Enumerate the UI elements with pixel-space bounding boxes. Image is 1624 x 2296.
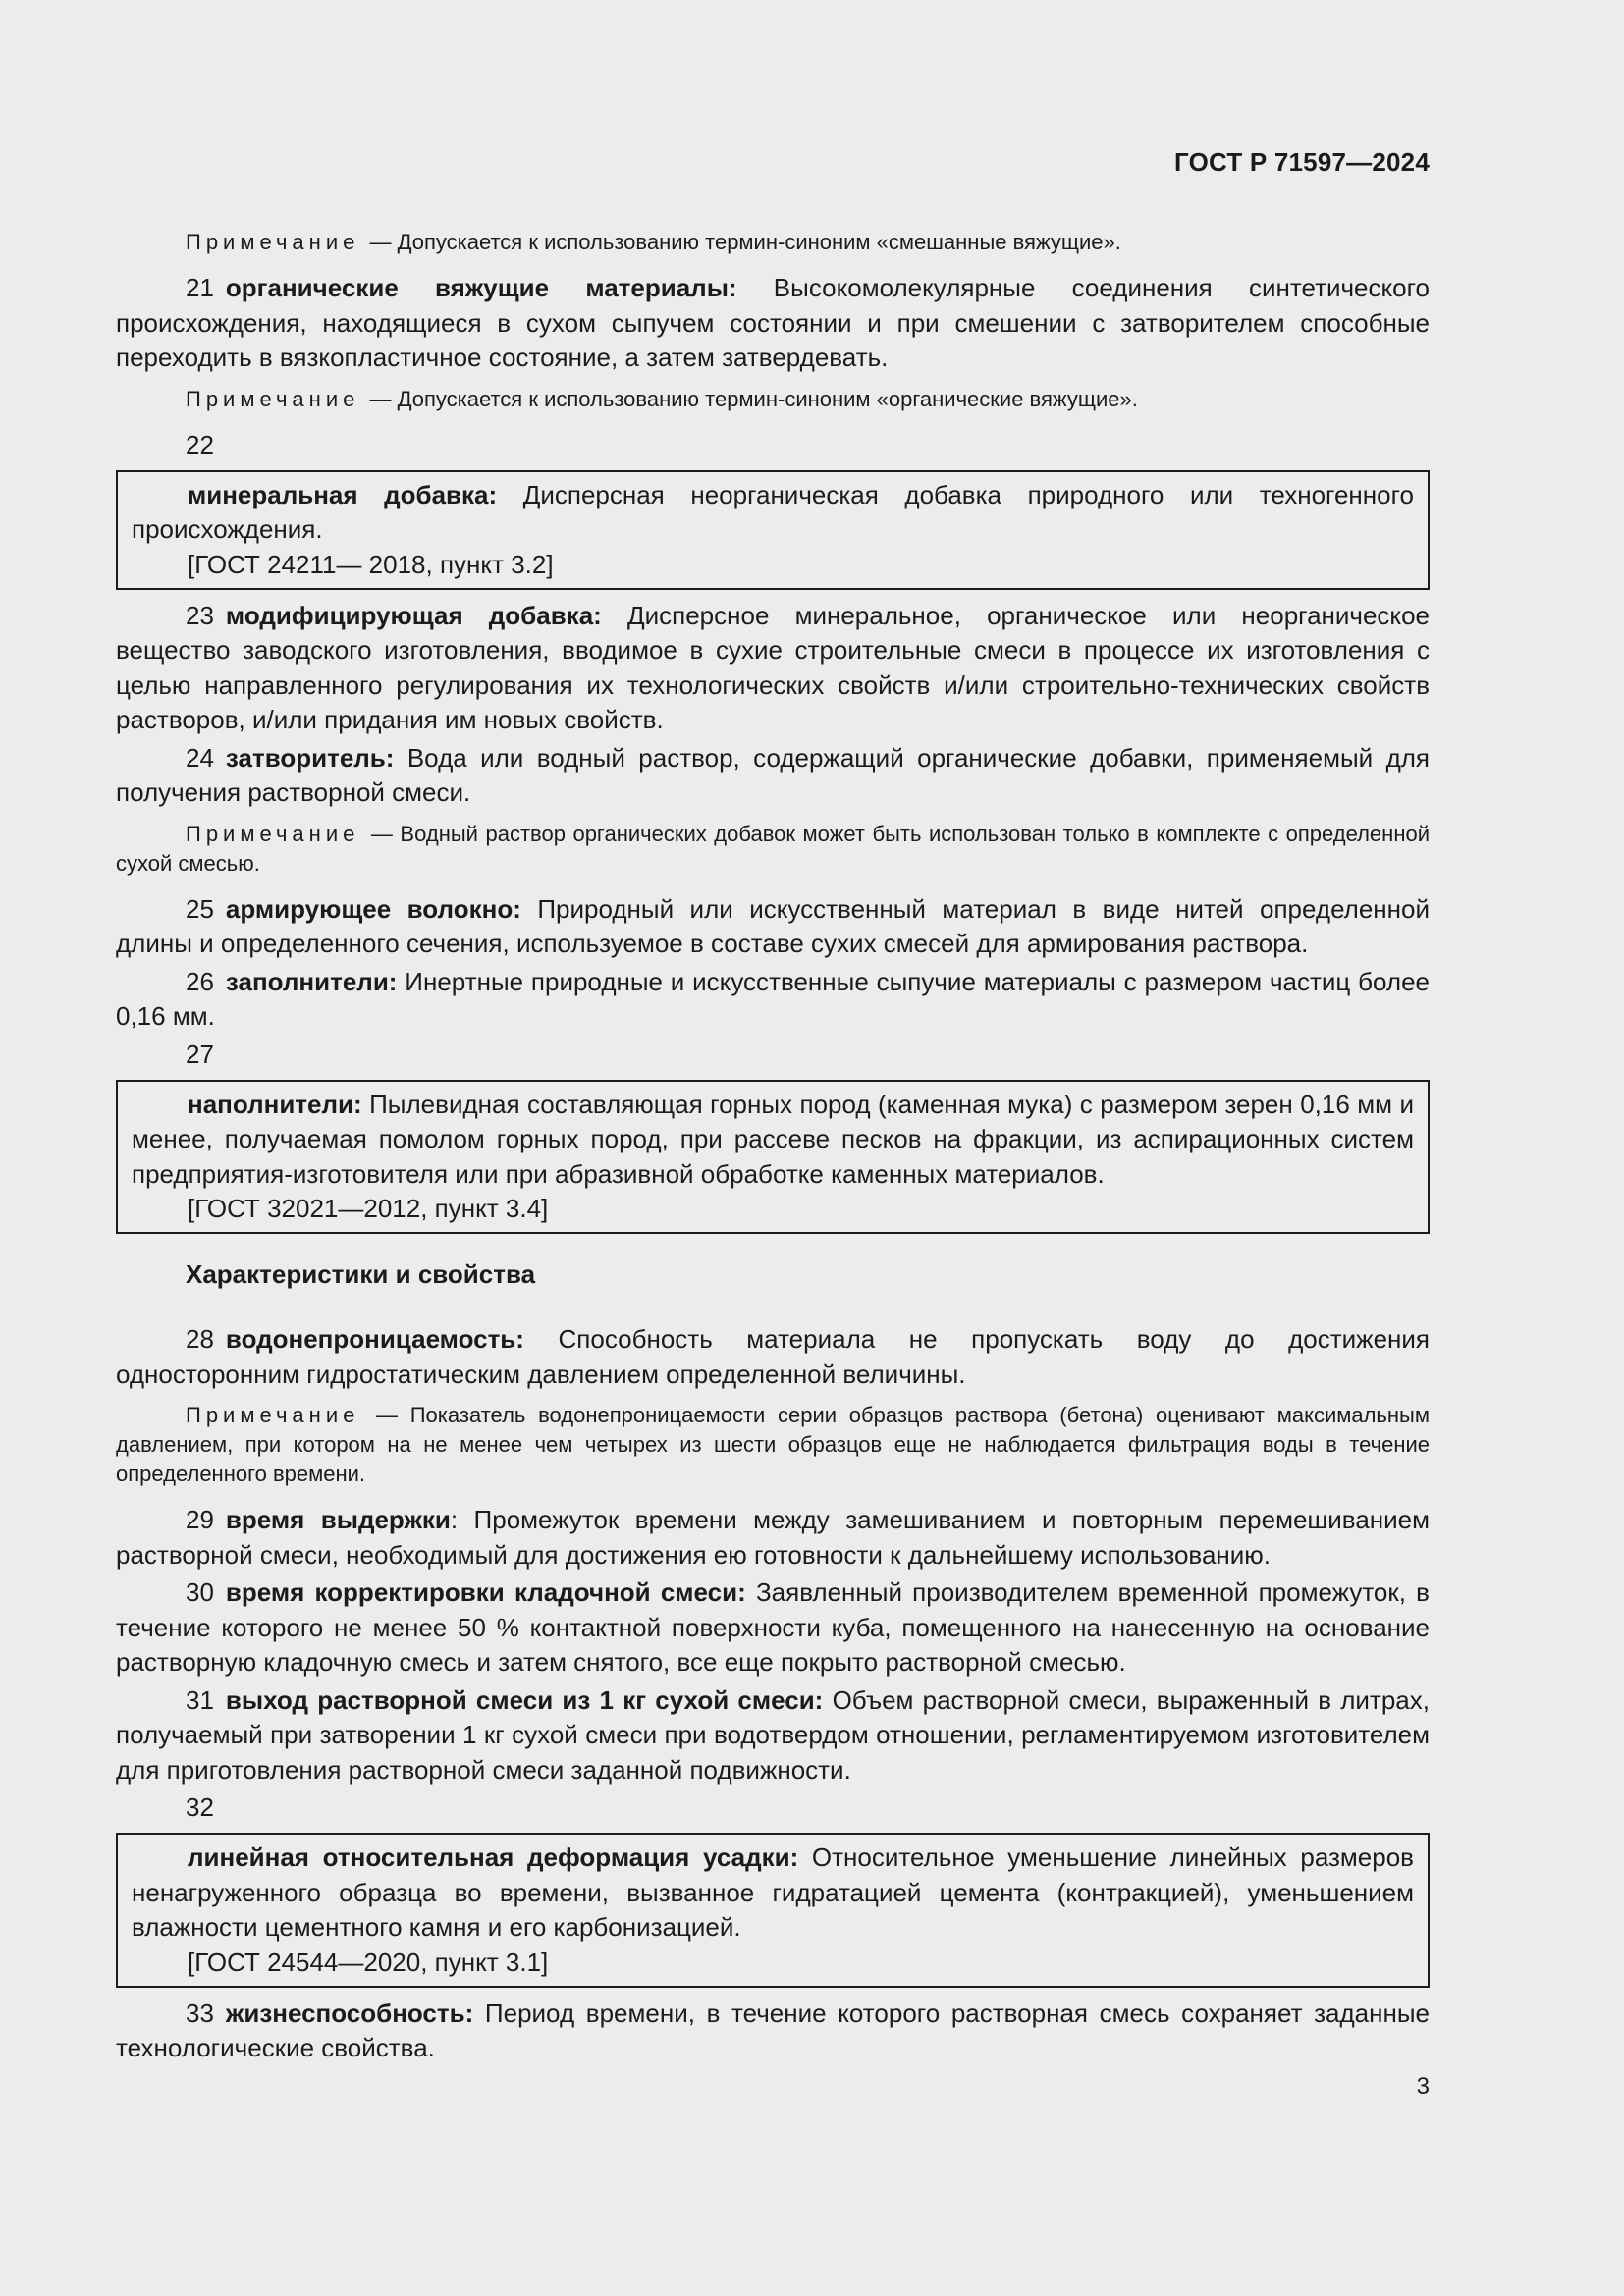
term-definition: Дисперсное минеральное, органическое или неорганическое вещество заводского изготовления, вводимое в сухие строительные смеси в процессе их изготовления с целью направленного регулирования их технологических свойств и/или строительно-технических свойств растворов, и/или придания им новых свойств. bbox=[116, 600, 1431, 734]
term-name: линейная относительная деформация усадки: bbox=[188, 1842, 799, 1872]
term-definition: Объем растворной смеси, выраженный в литрах, получаемый при затворении 1 кг сухой смеси при водотвердом отношении, регламентируемом изготовителем для приготовления растворной смеси заданной подвижности. bbox=[116, 1684, 1430, 1785]
term-definition: Период времени, в течение которого растворная смесь сохраняет заданные технологические свойства. bbox=[116, 1998, 1430, 2062]
term-name: затворитель: bbox=[225, 742, 395, 773]
note bbox=[116, 228, 1430, 257]
term-definition: Высокомолекулярные соединения синтетического происхождения, находящиеся в сухом сыпучем состоянии и при смешении с затворителем способные переходить в вязкопластичное состояние, а затем затвердевать. bbox=[116, 273, 1430, 372]
note-text: — Водный раствор органических добавок может быть использован только в комплекте с определенной сухой смесью. bbox=[116, 821, 1430, 876]
term-number: 29 bbox=[186, 1505, 214, 1534]
term-entry-26 bbox=[116, 965, 1430, 1035]
term-definition: Дисперсная неорганическая добавка природного или техногенного происхождения. bbox=[132, 479, 1414, 544]
term-entry-27 bbox=[132, 1088, 1414, 1193]
page-number: 3 bbox=[1416, 2073, 1430, 2100]
term-number: 30 bbox=[186, 1577, 214, 1607]
term-entry-30 bbox=[116, 1575, 1430, 1681]
note-label: Примечание bbox=[186, 386, 360, 411]
term-name: минеральная добавка: bbox=[188, 479, 498, 509]
note bbox=[116, 820, 1430, 879]
term-definition: Заявленный производителем временной промежуток, в течение которого не менее 50 % контактной поверхности куба, помещенного на нанесенную на основание растворную кладочную смесь и затем снятого, все еще покрыто растворной смесью. bbox=[116, 1577, 1430, 1677]
term-number: 23 bbox=[186, 600, 214, 630]
term-number: 25 bbox=[186, 893, 214, 924]
term-entry-32 bbox=[132, 1841, 1414, 1946]
term-name: водонепроницаемость: bbox=[225, 1324, 524, 1354]
term-definition: Способность материала не пропускать воду до достижения односторонним гидростатическим давлением определенной величины. bbox=[116, 1324, 1430, 1389]
term-entry-23 bbox=[116, 599, 1430, 738]
term-name: выход растворной смеси из 1 кг сухой смеси: bbox=[225, 1684, 824, 1715]
term-definition: Относительное уменьшение линейных размеров ненагруженного образца во времени, вызванное гидратацией цемента (контракцией), уменьшением влажности цементного камня и его карбонизацией. bbox=[132, 1842, 1414, 1942]
document-header: ГОСТ Р 71597—2024 bbox=[1174, 147, 1430, 177]
quoted-term-box-32 bbox=[116, 1833, 1430, 1988]
note bbox=[116, 1401, 1430, 1489]
quoted-term-box-27 bbox=[116, 1080, 1430, 1235]
term-name: модифицирующая добавка: bbox=[225, 600, 602, 630]
term-entry-28 bbox=[116, 1322, 1430, 1392]
note bbox=[116, 385, 1430, 414]
term-name: время корректировки кладочной смеси: bbox=[225, 1577, 746, 1607]
term-name: армирующее волокно: bbox=[225, 893, 521, 924]
section-heading: Характеристики и свойства bbox=[186, 1259, 536, 1289]
term-entry-31 bbox=[116, 1683, 1430, 1789]
term-number: 21 bbox=[186, 273, 214, 302]
term-name: заполнители: bbox=[225, 966, 398, 996]
quoted-term-box-22 bbox=[116, 470, 1430, 590]
source-reference: [ГОСТ 24544—2020, пункт 3.1] bbox=[188, 1947, 549, 1977]
term-name: жизнеспособность: bbox=[225, 1998, 474, 2028]
term-number: 22 bbox=[186, 429, 214, 459]
note-text: — Допускается к использованию термин-синоним «смешанные вяжущие». bbox=[369, 230, 1121, 254]
term-number: 33 bbox=[186, 1998, 214, 2028]
term-number: 24 bbox=[186, 742, 214, 773]
source-reference: [ГОСТ 32021—2012, пункт 3.4] bbox=[188, 1194, 549, 1223]
term-name: время выдержки bbox=[225, 1505, 451, 1534]
note-text: — Допускается к использованию термин-синоним «органические вяжущие». bbox=[369, 386, 1138, 411]
term-number: 31 bbox=[186, 1684, 214, 1715]
document-body bbox=[116, 219, 1430, 2069]
term-entry-22 bbox=[132, 478, 1414, 548]
note-label: Примечание bbox=[186, 230, 360, 254]
term-entry-25 bbox=[116, 892, 1430, 962]
term-definition: Вода или водный раствор, содержащий органические добавки, применяемый для получения растворной смеси. bbox=[116, 742, 1430, 807]
note-text: — Показатель водонепроницаемости серии образцов раствора (бетона) оценивают максимальным давлением, при котором на не менее чем четырех из шести образцов еще не наблюдается фильтрация воды в течение определенного времени. bbox=[116, 1403, 1430, 1486]
term-definition: Пылевидная составляющая горных пород (каменная мука) с размером зерен 0,16 мм и менее, получаемая помолом горных пород, при рассеве песков на фракции, из аспирационных систем предприятия-изготовителя или при абразивной обработке каменных материалов. bbox=[132, 1089, 1414, 1189]
term-number: 32 bbox=[186, 1792, 214, 1822]
note-label: Примечание bbox=[186, 1403, 360, 1427]
term-definition: Природный или искусственный материал в виде нитей определенной длины и определенного сечения, используемое в составе сухих смесей для армирования раствора. bbox=[116, 893, 1431, 958]
term-entry-21 bbox=[116, 271, 1430, 376]
term-definition: Инертные природные и искусственные сыпучие материалы с размером частиц более 0,16 мм. bbox=[116, 966, 1430, 1031]
term-definition: : Промежуток времени между замешиванием и повторным перемешиванием растворной смеси, необходимый для достижения ею готовности к дальнейшему использованию. bbox=[116, 1505, 1430, 1570]
term-name: органические вяжущие материалы: bbox=[225, 273, 737, 302]
term-number: 28 bbox=[186, 1324, 214, 1354]
term-entry-29 bbox=[116, 1503, 1430, 1573]
source-reference: [ГОСТ 24211— 2018, пункт 3.2] bbox=[188, 549, 554, 579]
term-entry-33 bbox=[116, 1997, 1430, 2066]
term-number: 26 bbox=[186, 966, 214, 996]
note-label: Примечание bbox=[186, 821, 360, 846]
term-entry-24 bbox=[116, 741, 1430, 811]
term-number: 27 bbox=[186, 1039, 214, 1069]
term-name: наполнители: bbox=[188, 1089, 362, 1119]
